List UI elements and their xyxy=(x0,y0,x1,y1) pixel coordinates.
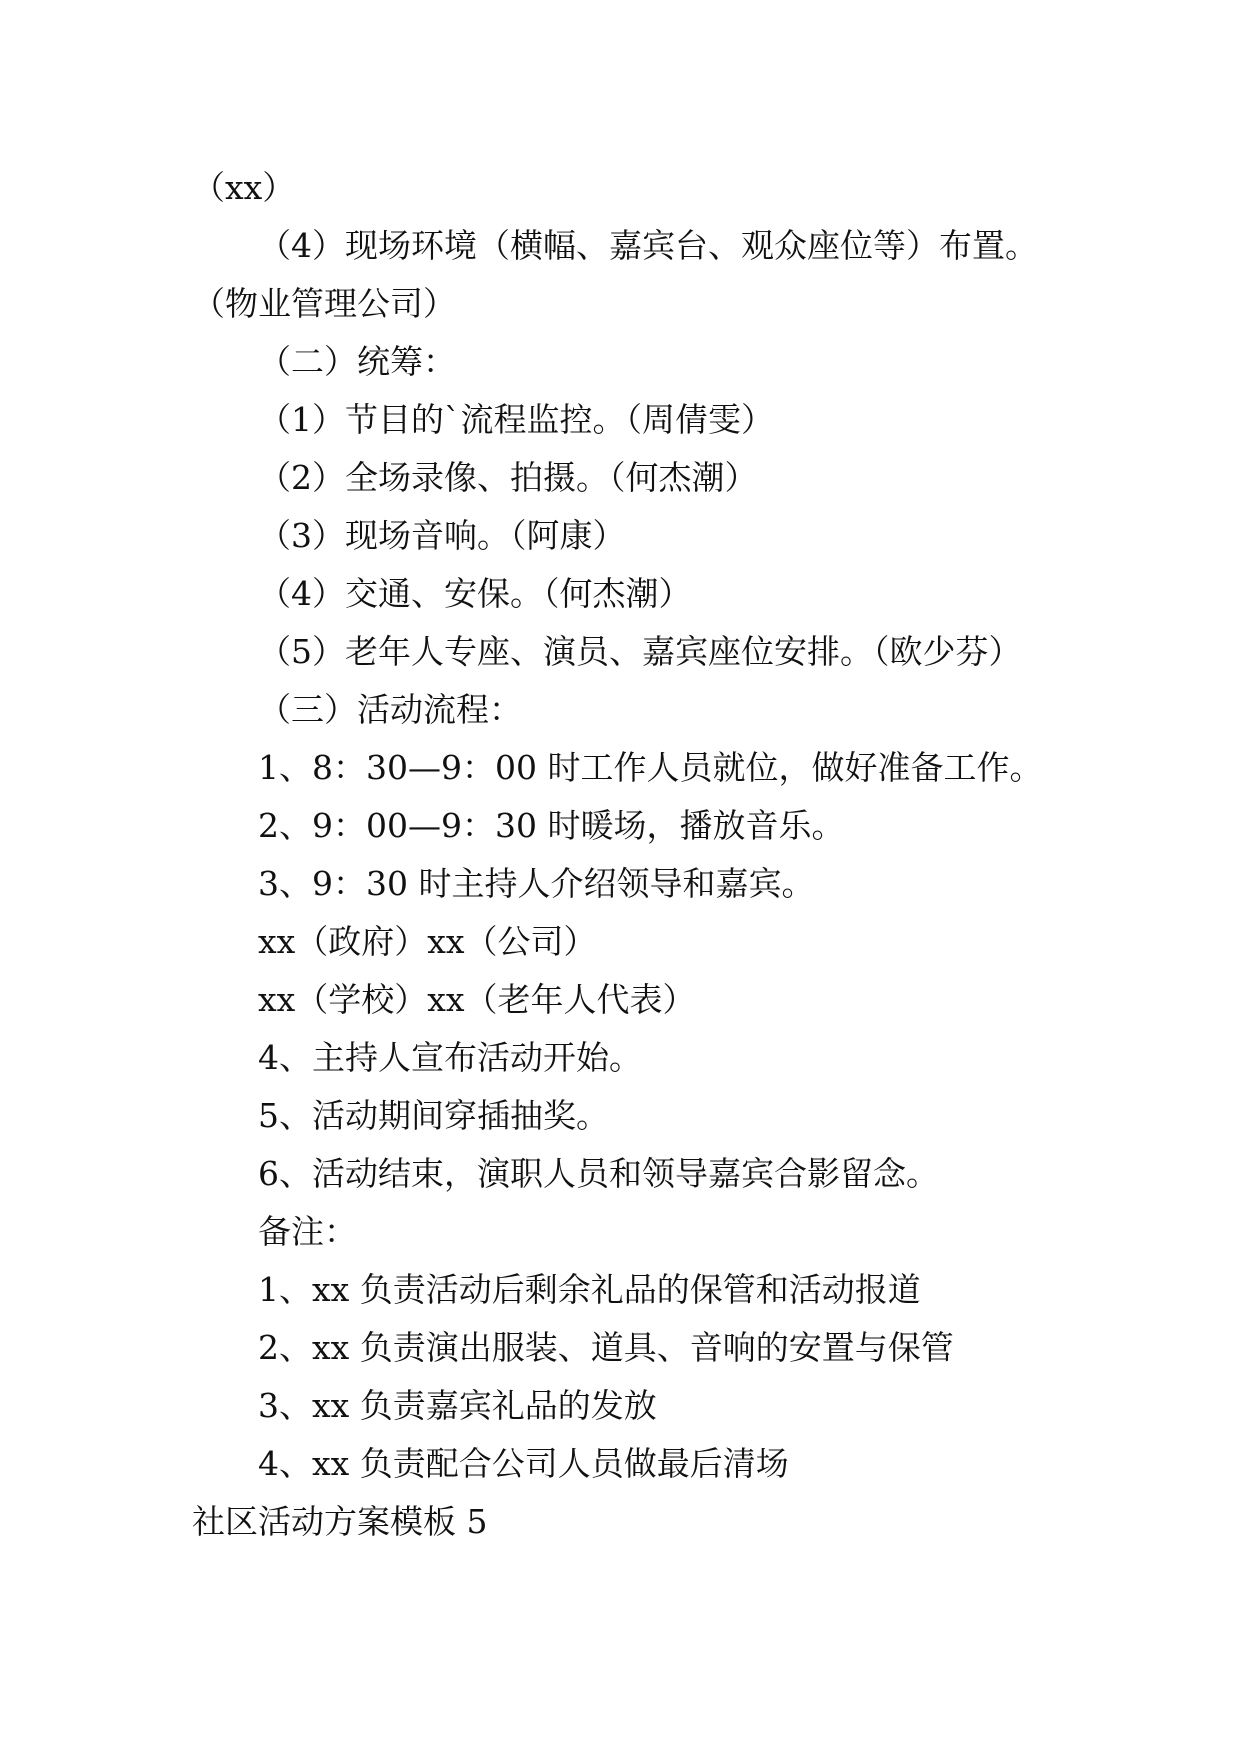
coordination-item: （2）全场录像、拍摄。（何杰潮） xyxy=(258,458,758,497)
guest-list-line: xx（政府）xx（公司） xyxy=(258,922,597,961)
document-body xyxy=(192,159,1072,1551)
section-heading-remarks: 备注： xyxy=(258,1212,357,1251)
guest-list-line: xx（学校）xx（老年人代表） xyxy=(258,980,696,1019)
process-step: 2、9：00—9：30 时暖场，播放音乐。 xyxy=(258,806,845,845)
coordination-item: （4）交通、安保。（何杰潮） xyxy=(258,574,692,613)
remark-item: 1、xx 负责活动后剩余礼品的保管和活动报道 xyxy=(258,1270,921,1309)
section-heading-process: （三）活动流程： xyxy=(258,690,522,729)
coordination-item: （1）节目的`流程监控。（周倩雯） xyxy=(258,400,774,439)
coordination-item: （3）现场音响。（阿康） xyxy=(258,516,626,555)
process-step: 5、活动期间穿插抽奖。 xyxy=(258,1096,609,1135)
remark-item: 2、xx 负责演出服装、道具、音响的安置与保管 xyxy=(258,1328,954,1367)
process-step: 6、活动结束，演职人员和领导嘉宾合影留念。 xyxy=(258,1154,939,1193)
next-template-title: 社区活动方案模板 5 xyxy=(192,1502,488,1541)
remark-item: 3、xx 负责嘉宾礼品的发放 xyxy=(258,1386,657,1425)
coordination-item: （5）老年人专座、演员、嘉宾座位安排。（欧少芬） xyxy=(258,632,1022,671)
setup-item: （4）现场环境（横幅、嘉宾台、观众座位等）布置。 xyxy=(258,226,1038,265)
process-step: 4、主持人宣布活动开始。 xyxy=(258,1038,642,1077)
responsible-party-note: （xx） xyxy=(192,168,296,207)
remark-item: 4、xx 负责配合公司人员做最后清场 xyxy=(258,1444,789,1483)
process-step: 1、8：30—9：00 时工作人员就位，做好准备工作。 xyxy=(258,748,1043,787)
process-step: 3、9：30 时主持人介绍领导和嘉宾。 xyxy=(258,864,815,903)
section-heading-coordination: （二）统筹： xyxy=(258,342,456,381)
responsible-party-note: （物业管理公司） xyxy=(192,284,456,323)
